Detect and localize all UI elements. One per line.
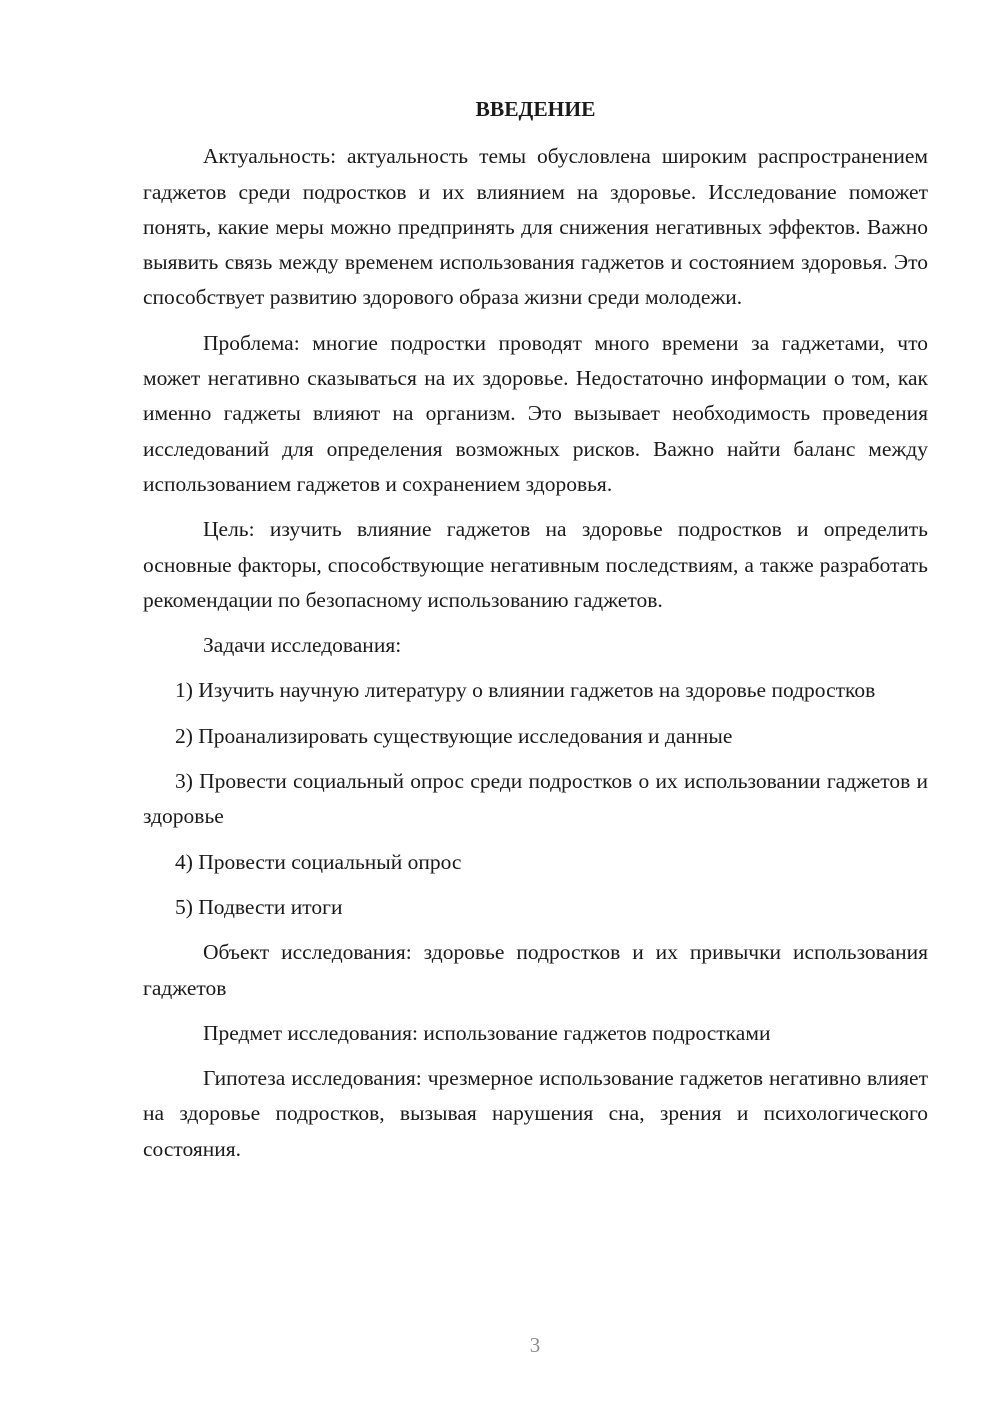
task-item: 2) Проанализировать существующие исследования и данные [175,723,733,748]
object-paragraph: Объект исследования: здоровье подростков и их привычки использования гаджетов [143,940,928,1000]
task-item: 4) Провести социальный опрос [175,849,462,874]
task-item: 1) Изучить научную литературу о влиянии гаджетов на здоровье подростков [175,678,876,703]
problem-paragraph: Проблема: многие подростки проводят много времени за гаджетами, что может негативно сказываться на их здоровье. Недостаточно информации о том, как именно гаджеты влияют на организм. Это вызывает необходимость проведения исследований для определения возможных рисков. Важно найти баланс между использованием гаджетов и сохранением здоровья. [143,330,928,496]
section-heading: ВВЕДЕНИЕ [475,97,596,121]
hypothesis-paragraph: Гипотеза исследования: чрезмерное использование гаджетов негативно влияет на здоровье подростков, вызывая нарушения сна, зрения и психологического состояния. [143,1066,928,1161]
page-number: 3 [529,1333,541,1357]
tasks-heading: Задачи исследования: [203,633,402,658]
page-content [143,92,928,1177]
subject-paragraph: Предмет исследования: использование гаджетов подростками [203,1020,771,1045]
goal-paragraph: Цель: изучить влияние гаджетов на здоровье подростков и определить основные факторы, способствующие негативным последствиям, а также разработать рекомендации по безопасному использованию гаджетов. [143,517,928,612]
task-item: 3) Провести социальный опрос среди подростков о их использовании гаджетов и здоровье [143,769,928,829]
task-item: 5) Подвести итоги [175,894,343,919]
relevance-paragraph: Актуальность: актуальность темы обусловлена широким распространением гаджетов среди подростков и их влиянием на здоровье. Исследование поможет понять, какие меры можно предпринять для снижения негативных эффектов. Важно выявить связь между временем использования гаджетов и состоянием здоровья. Это способствует развитию здорового образа жизни среди молодежи. [143,144,928,310]
